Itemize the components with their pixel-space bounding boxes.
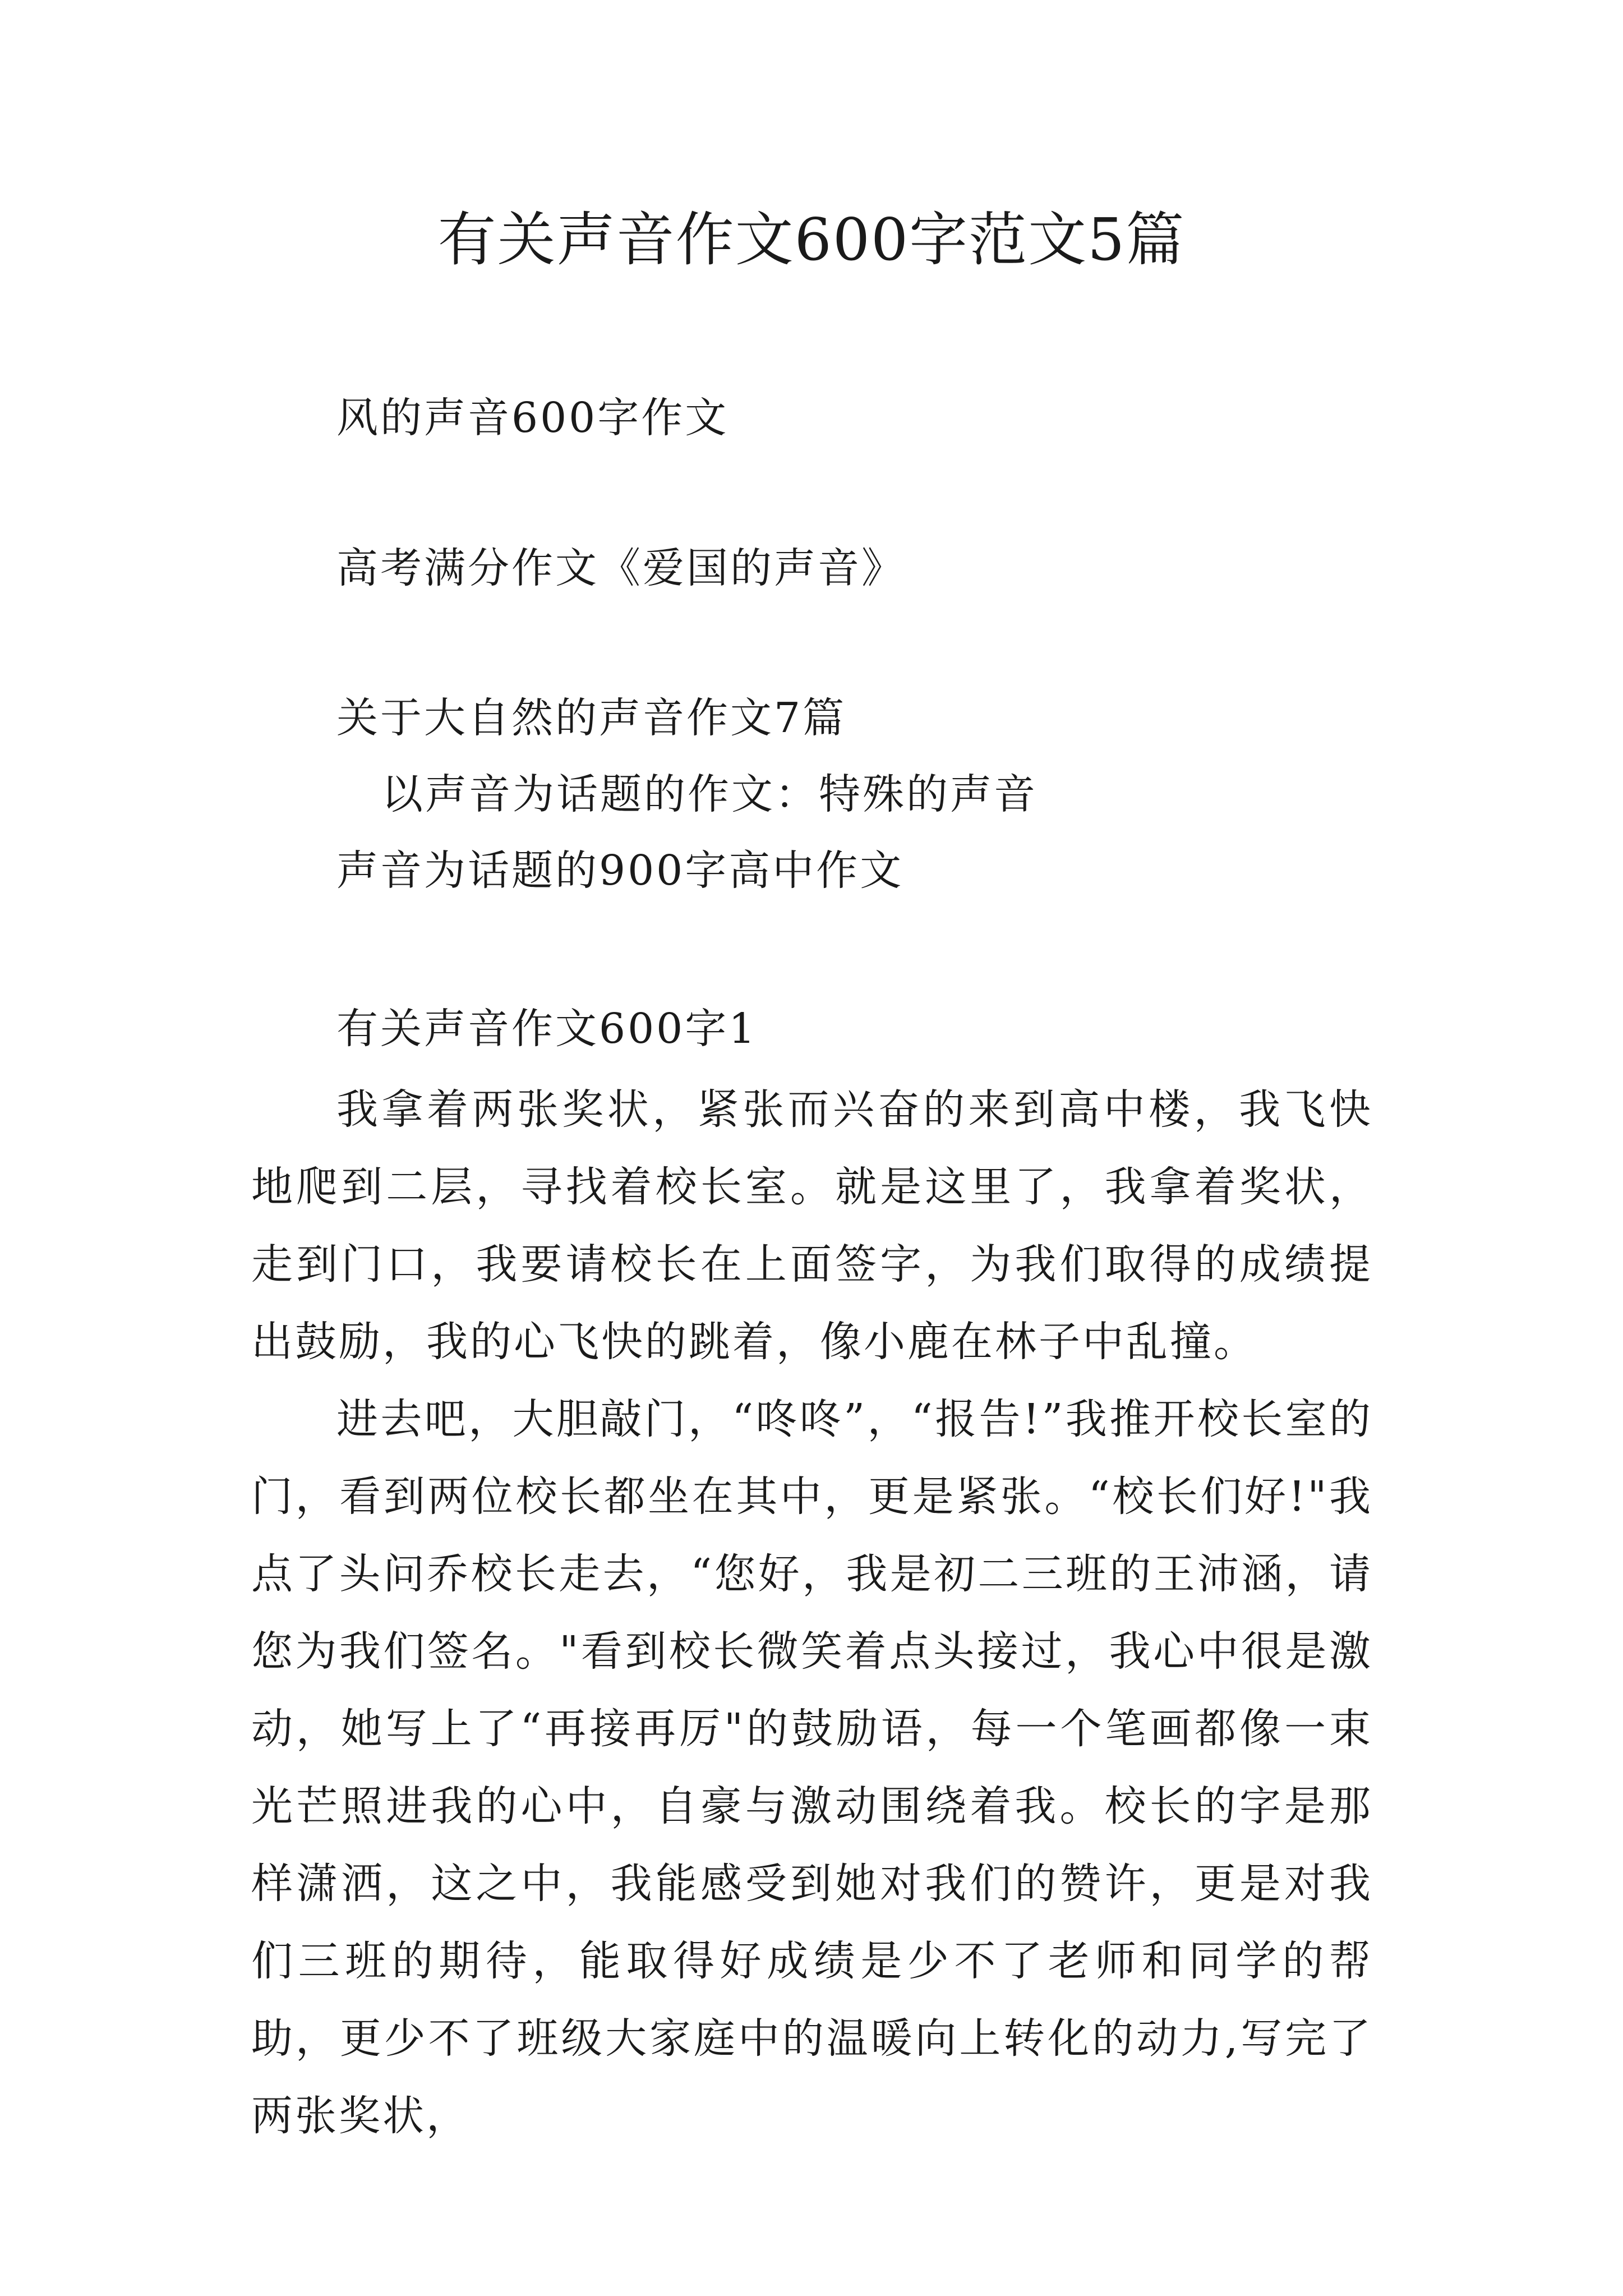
toc-item-patriotic-sound: 高考满分作文《爱国的声音》 (336, 544, 905, 592)
page-title: 有关声音作文600字范文5篇 (437, 205, 1186, 274)
toc-item-wind-sound: 风的声音600字作文 (336, 394, 729, 442)
toc-item-special-sound: 以声音为话题的作文：特殊的声音 (381, 770, 1038, 818)
article-paragraph: 我拿着两张奖状，紧张而兴奋的来到高中楼，我飞快地爬到二层，寻找着校长室。就是这里了，我拿着奖状，走到门口，我要请校长在上面签字，为我们取得的成绩提出鼓励，我的心飞快的跳着，像小鹿在林子中乱撞。 (251, 1085, 1373, 1366)
toc-item-high-school-sound: 声音为话题的900字高中作文 (336, 846, 904, 895)
article-paragraph: 进去吧，大胆敲门，“咚咚”，“报告!”我推开校长室的门，看到两位校长都坐在其中，更是紧张。“校长们好!"我点了头问乔校长走去，“您好，我是初二三班的王沛涵，请您为我们签名。"看到校长微笑着点头接过，我心中很是激动，她写上了“再接再厉"的鼓励语，每一个笔画都像一束光芒照进我的心中，自豪与激动围绕着我。校长的字是那样潇洒，这之中，我能感受到她对我们的赞许，更是对我们三班的期待，能取得好成绩是少不了老师和同学的帮助，更少不了班级大家庭中的温暖向上转化的动力,写完了两张奖状， (251, 1395, 1373, 2140)
article-heading: 有关声音作文600字1 (336, 1005, 758, 1053)
toc-item-nature-sound: 关于大自然的声音作文7篇 (336, 694, 847, 742)
article-body (251, 998, 1373, 2155)
